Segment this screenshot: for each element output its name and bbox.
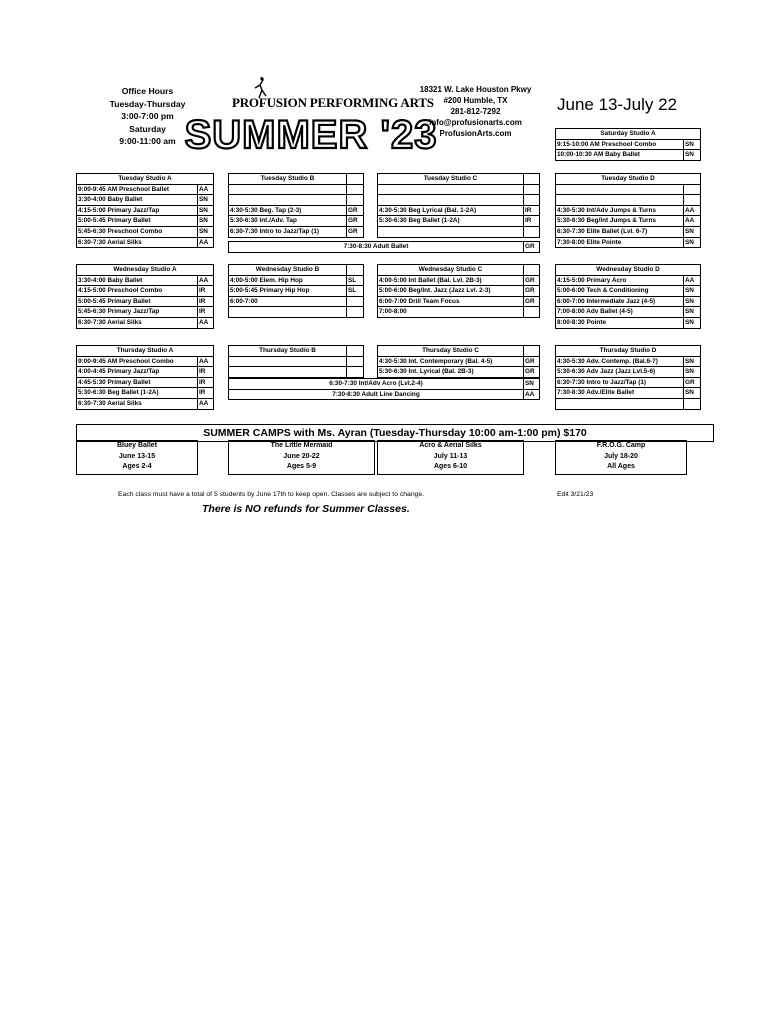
address-line: 18321 W. Lake Houston Pkwy [419,85,532,94]
table-row [77,237,214,248]
class-cell: 6:30-7:30 Intro to Jazz/Tap (1) [229,226,347,237]
class-cell: 4:30-5:30 Int/Adv Jumps & Turns [556,205,684,216]
class-cell: 6:00-7:00 Intermediate Jazz (4-5) [556,296,684,307]
table-row [378,275,540,286]
table-row [77,184,214,195]
teacher-cell: IR [198,388,214,399]
class-cell: 4:15-5:00 Primary Acro [556,275,684,286]
class-cell: 5:30-6:30 Int. Lyrical (Bal. 2B-3) [378,367,524,378]
table-row [229,184,364,195]
teacher-cell: AA [198,184,214,195]
tuesday-studio-b-table [228,173,364,238]
class-cell: 6:30-7:30 Aerial Silks [77,398,198,409]
summer-23-text: SUMMER '23 [184,113,438,157]
teacher-cell: GR [524,296,540,307]
class-cell: 7:00-8:00 Adv Ballet (4-5) [556,307,684,318]
tuesday-studio-c-table [377,173,540,238]
teacher-cell [684,184,701,195]
class-cell [229,184,347,195]
table-row [229,195,364,206]
teacher-cell: SN [684,388,701,399]
table-row [77,388,214,399]
thursday-studio-c-table [377,345,540,378]
teacher-cell [524,195,540,206]
class-cell: 3:30-4:00 Baby Ballet [77,275,198,286]
camp-name: The Little Mermaid [270,442,333,449]
refund-policy: There is NO refunds for Summer Classes. [202,503,410,515]
table-header: Wednesday Studio A [77,265,214,276]
table-row [378,356,540,367]
class-cell: 5:00-6:00 Beg/Int. Jazz (Jazz Lvl. 2-3) [378,286,524,297]
office-hours-line: Saturday [129,123,166,134]
teacher-cell [347,184,364,195]
teacher-cell [524,184,540,195]
table-row [378,195,540,206]
teacher-cell: GR [524,367,540,378]
table-row [556,275,701,286]
wednesday-studio-d-table [555,264,701,329]
class-cell: 7:30-8:00 Elite Pointe [556,237,684,248]
table-header: Tuesday Studio C [378,174,524,185]
table-row [77,275,214,286]
table-row [77,367,214,378]
camp-ages: Ages 2-4 [122,463,152,470]
table-row [556,367,701,378]
class-cell: 5:45-6:30 Primary Jazz/Tap [77,307,198,318]
teacher-cell: AA [684,275,701,286]
table-row [556,139,701,150]
class-cell: 6:30-7:30 Elite Ballet (Lvl. 6-7) [556,226,684,237]
class-cell: 6:30-7:30 Aerial Silks [77,317,198,328]
teacher-cell: IR [198,296,214,307]
class-cell: 8:00-8:30 Pointe [556,317,684,328]
teacher-cell: AA [684,205,701,216]
class-cell [378,184,524,195]
class-cell [229,307,347,318]
teacher-cell: GR [347,226,364,237]
teacher-cell: IR [198,307,214,318]
address-line: #200 Humble, TX [443,96,508,105]
teacher-cell [684,195,701,206]
table-row [556,195,701,206]
wednesday-studio-c-table [377,264,540,318]
class-cell [378,195,524,206]
class-cell: 7:30-8:30 Adult Ballet [229,242,524,253]
teacher-cell: GR [524,275,540,286]
table-row [556,377,701,388]
class-cell: 5:00-5:45 Primary Ballet [77,216,198,227]
table-row [77,296,214,307]
class-cell: 4:30-5:30 Beg Lyrical (Bal. 1-2A) [378,205,524,216]
table-row [229,286,364,297]
class-cell: 6:30-7:30 Aerial Silks [77,237,198,248]
class-cell: 6:00-7:00 [229,296,347,307]
teacher-cell: SN [684,367,701,378]
camp-ages: Ages 5-9 [286,463,317,470]
teacher-cell: IR [198,286,214,297]
table-row [556,216,701,227]
teacher-cell: SN [684,139,701,150]
class-cell: 5:30-6:30 Beg Ballet (1-2A) [378,216,524,227]
table-row [229,379,540,390]
table-row [229,307,364,318]
teacher-cell [524,226,540,237]
edit-date: Edit 3/21/23 [557,491,594,498]
thursday-studio-d-table [555,345,701,410]
table-row [77,398,214,409]
class-cell: 10:00-10:30 AM Baby Ballet [556,150,684,161]
class-cell: 7:30-8:30 Adv./Elite Ballet [556,388,684,399]
class-cell: 4:00-5:00 Elem. Hip Hop [229,275,347,286]
teacher-cell: GR [524,356,540,367]
table-row [556,286,701,297]
teacher-cell [347,307,364,318]
teacher-cell: SN [684,237,701,248]
teacher-cell: AA [198,398,214,409]
class-cell: 7:30-8:30 Adult Line Dancing [229,389,524,400]
class-cell: 4:30-5:30 Beg. Tap (2-3) [229,205,347,216]
table-header: Thursday Studio B [229,346,347,357]
summer-23-logo [184,110,438,157]
table-row [556,184,701,195]
table-row [229,226,364,237]
teacher-cell: IR [524,216,540,227]
teacher-cell: GR [347,216,364,227]
teacher-cell: AA [198,356,214,367]
teacher-cell: SN [198,216,214,227]
tuesday-studio-a-table [76,173,214,248]
class-cell: 5:30-6:30 Beg Ballet (1-2A) [77,388,198,399]
table-row [77,317,214,328]
teacher-cell: SL [347,275,364,286]
camp-dates: July 11-13 [433,452,468,460]
teacher-cell: AA [684,216,701,227]
teacher-cell: GR [524,286,540,297]
teacher-cell: GR [524,242,540,253]
table-header: Tuesday Studio D [556,174,701,185]
website: ProfusionArts.com [439,129,512,138]
office-hours-line: Tuesday-Thursday [109,98,186,109]
class-cell: 4:00-4:45 Primary Jazz/Tap [77,367,198,378]
class-cell [556,195,684,206]
saturday-studio-a-table [555,128,701,161]
table-row [77,205,214,216]
class-cell: 4:15-5:00 Preschool Combo [77,286,198,297]
table-header: Tuesday Studio A [77,174,214,185]
camp-card [555,440,687,475]
table-row [229,216,364,227]
table-row [556,307,701,318]
wednesday-studio-b-table [228,264,364,318]
teacher-cell: GR [347,205,364,216]
thursday-studio-b-table [228,345,364,378]
tuesday-studio-d-table [555,173,701,248]
camp-dates: July 18-20 [604,452,638,460]
tuesday-adult-ballet-row [228,241,540,253]
contact-info [418,84,533,139]
brand-name: PROFUSION PERFORMING ARTS [232,95,434,110]
office-hours-line: Office Hours [121,86,174,96]
table-row [556,317,701,328]
teacher-cell: SN [684,150,701,161]
class-cell: 4:15-5:00 Primary Jazz/Tap [77,205,198,216]
thursday-studio-a-table [76,345,214,410]
camp-name: Bluey Ballet [116,442,158,449]
thursday-span-rows [228,378,540,400]
teacher-cell [347,195,364,206]
table-row [556,237,701,248]
table-row [378,296,540,307]
class-cell: 4:45-5:30 Primary Ballet [77,377,198,388]
table-row [77,356,214,367]
table-header: Wednesday Studio B [229,265,347,276]
class-cell [378,226,524,237]
table-row [378,216,540,227]
summer-camps-title: SUMMER CAMPS with Ms. Ayran (Tuesday-Thursday 10:00 am-1:00 pm) $170 [76,424,714,442]
table-header: Thursday Studio C [378,346,524,357]
teacher-cell: SN [684,286,701,297]
email: info@profusionarts.com [429,118,522,127]
table-header: Wednesday Studio C [378,265,524,276]
teacher-cell: IR [524,205,540,216]
table-row [77,195,214,206]
class-cell: 4:00-5:00 Int Ballet (Bal. Lvl. 2B-3) [378,275,524,286]
teacher-cell: SN [524,379,540,390]
table-row [229,356,364,367]
teacher-cell: AA [198,317,214,328]
table-row [378,286,540,297]
camp-name: F.R.O.G. Camp [596,442,646,449]
phone: 281-812-7292 [450,107,501,116]
class-cell: 5:00-5:45 Primary Ballet [77,296,198,307]
class-cell: 6:30-7:30 Int/Adv Acro (Lvl.2-4) [229,379,524,390]
camp-card [228,440,375,475]
class-cell: 5:30-6:30 Adv Jazz (Jazz Lvl.5-6) [556,367,684,378]
table-header: Thursday Studio A [77,346,214,357]
session-dates: June 13-July 22 [557,95,678,114]
table-header: Wednesday Studio D [556,265,701,276]
table-row [229,367,364,378]
teacher-cell: SN [684,307,701,318]
teacher-cell [524,307,540,318]
class-cell [556,184,684,195]
table-row [556,205,701,216]
camp-card [377,440,524,475]
table-row [378,367,540,378]
teacher-cell: SN [684,296,701,307]
camp-name: Acro & Aerial Silks [419,442,482,449]
class-cell: 5:45-6:30 Preschool Combo [77,226,198,237]
class-cell: 5:30-6:30 Beg/Int Jumps & Turns [556,216,684,227]
teacher-cell: GR [684,377,701,388]
table-row [77,226,214,237]
table-row [556,226,701,237]
class-cell: 5:30-6:30 Int./Adv. Tap [229,216,347,227]
class-cell: 4:30-5:30 Int. Contemporary (Bal. 4-5) [378,356,524,367]
teacher-cell: SN [198,195,214,206]
enrollment-note: Each class must have a total of 5 students by June 17th to keep open. Classes are subject to change. [118,491,425,498]
table-row [556,296,701,307]
class-cell: 3:30-4:00 Baby Ballet [77,195,198,206]
table-row [378,184,540,195]
table-row [556,356,701,367]
teacher-cell: SL [347,286,364,297]
class-cell: 9:00-9:45 AM Preschool Combo [77,356,198,367]
camp-ages: Ages 6-10 [433,463,468,470]
teacher-cell: IR [198,377,214,388]
teacher-cell: IR [198,367,214,378]
teacher-cell: SN [684,226,701,237]
camp-ages: All Ages [607,463,635,470]
table-row [556,150,701,161]
teacher-cell: AA [524,389,540,400]
class-cell [229,195,347,206]
teacher-cell: AA [198,237,214,248]
class-cell: 9:00-9:45 AM Preschool Ballet [77,184,198,195]
table-row [229,296,364,307]
table-row [378,307,540,318]
office-hours-line: 9:00-11:00 am [119,136,176,146]
table-row [77,377,214,388]
class-cell: 4:30-5:30 Adv. Contemp. (Bal.6-7) [556,356,684,367]
class-cell: 5:00-5:45 Primary Hip Hop [229,286,347,297]
table-header: Saturday Studio A [556,129,701,140]
teacher-cell: SN [684,356,701,367]
table-row [77,307,214,318]
table-row [229,389,540,400]
teacher-cell: AA [198,275,214,286]
table-row [378,226,540,237]
camp-dates: June 20-22 [283,452,320,460]
table-row [229,242,540,253]
table-header: Tuesday Studio B [229,174,347,185]
class-cell: 9:15-10:00 AM Preschool Combo [556,139,684,150]
teacher-cell [347,296,364,307]
office-hours-line: 3:00-7:00 pm [121,111,174,121]
teacher-cell: SN [198,205,214,216]
wednesday-studio-a-table [76,264,214,329]
table-row [556,388,701,399]
class-cell: 7:00-8:00 [378,307,524,318]
teacher-cell: SN [198,226,214,237]
table-row [229,205,364,216]
table-row [556,398,701,409]
table-row [77,216,214,227]
camp-dates: June 13-15 [118,452,156,460]
table-row [378,205,540,216]
teacher-cell: SN [684,317,701,328]
class-cell: 6:00-7:00 Drill Team Focus [378,296,524,307]
table-header: Thursday Studio D [556,346,701,357]
table-row [229,275,364,286]
class-cell: 6:30-7:30 Intro to Jazz/Tap (1) [556,377,684,388]
table-row [77,286,214,297]
camp-card [76,440,198,475]
class-cell: 5:00-6:00 Tech & Conditioning [556,286,684,297]
